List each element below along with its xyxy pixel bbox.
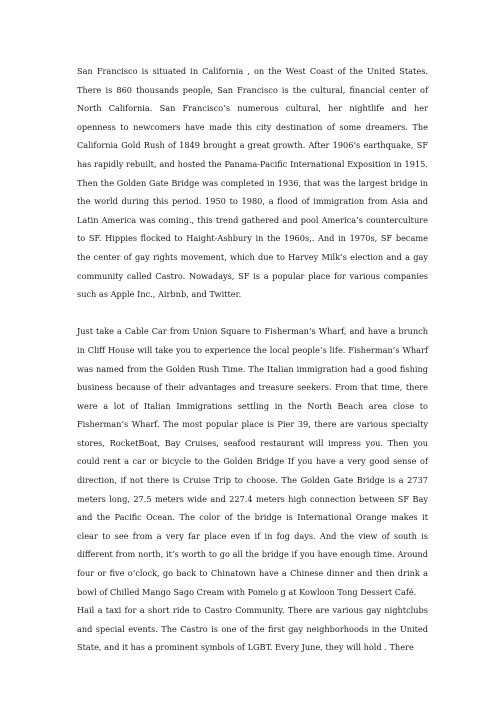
paragraph-castro: Hail a taxi for a short ride to Castro Community. There are various gay nightclubs and special events. The Castro is one of the first gay neighborhoods in the United State, and it has a prominent symbols of LGBT. Every June, they will hold . There — [77, 605, 428, 653]
paragraph-wharf-and-bridge: Just take a Cable Car from Union Square to Fisherman’s Wharf, and have a brunch in Cliff House will take you to experience the local people’s life. Fisherman’s Wharf was named from the Golden Rush Time. The Italian immigration had a good fishing business because of their advantages and treasure seekers. From that time, there were a lot of Italian Immigrations settling in the North Beach area close to Fisherman’s Wharf. The most popular place is Pier 39, there are various specialty stores, RocketBoat, Bay Cruises, seafood restaurant will impress you. Then you could rent a car or bicycle to the Golden Bridge If you have a very good sense of direction, if not there is Cruise Trip to choose. The Golden Gate Bridge is a 2737 meters long, 27.5 meters wide and 227.4 meters high connection between SF Bay and the Pacific Ocean. The color of the bridge is International Orange makes it clear to see from a very far place even if in fog days. And the view of south is different from north, it’s worth to go all the bridge if you have enough time. Around four or five o’clock, go back to Chinatown have a Chinese dinner and then drink a bowl of Chilled Mango Sago Cream with Pomelo g at Kowloon Tong Dessert Café. — [77, 326, 428, 597]
document-page — [77, 62, 428, 657]
paragraph-intro: San Francisco is situated in California , on the West Coast of the United States. There is 860 thousands people, San Francisco is the cultural, financial center of North California. San Francisco’s numerous cultural, her nightlife and her openness to newcomers have made this city destination of some dreamers. The California Gold Rush of 1849 brought a great growth. After 1906’s earthquake, SF has rapidly rebuilt, and hosted the Panama-Pacific International Exposition in 1915. Then the Golden Gate Bridge was completed in 1936, that was the largest bridge in the world during this period. 1950 to 1980, a flood of immigration from Asia and Latin America was coming., this trend gathered and pool America’s counterculture to SF. Hippies flocked to Haight-Ashbury in the 1960s,. And in 1970s, SF became the center of gay rights movement, which due to Harvey Milk’s election and a gay community called Castro. Nowadays, SF is a popular place for various companies such as Apple Inc., Airbnb, and Twitter. — [77, 66, 428, 300]
